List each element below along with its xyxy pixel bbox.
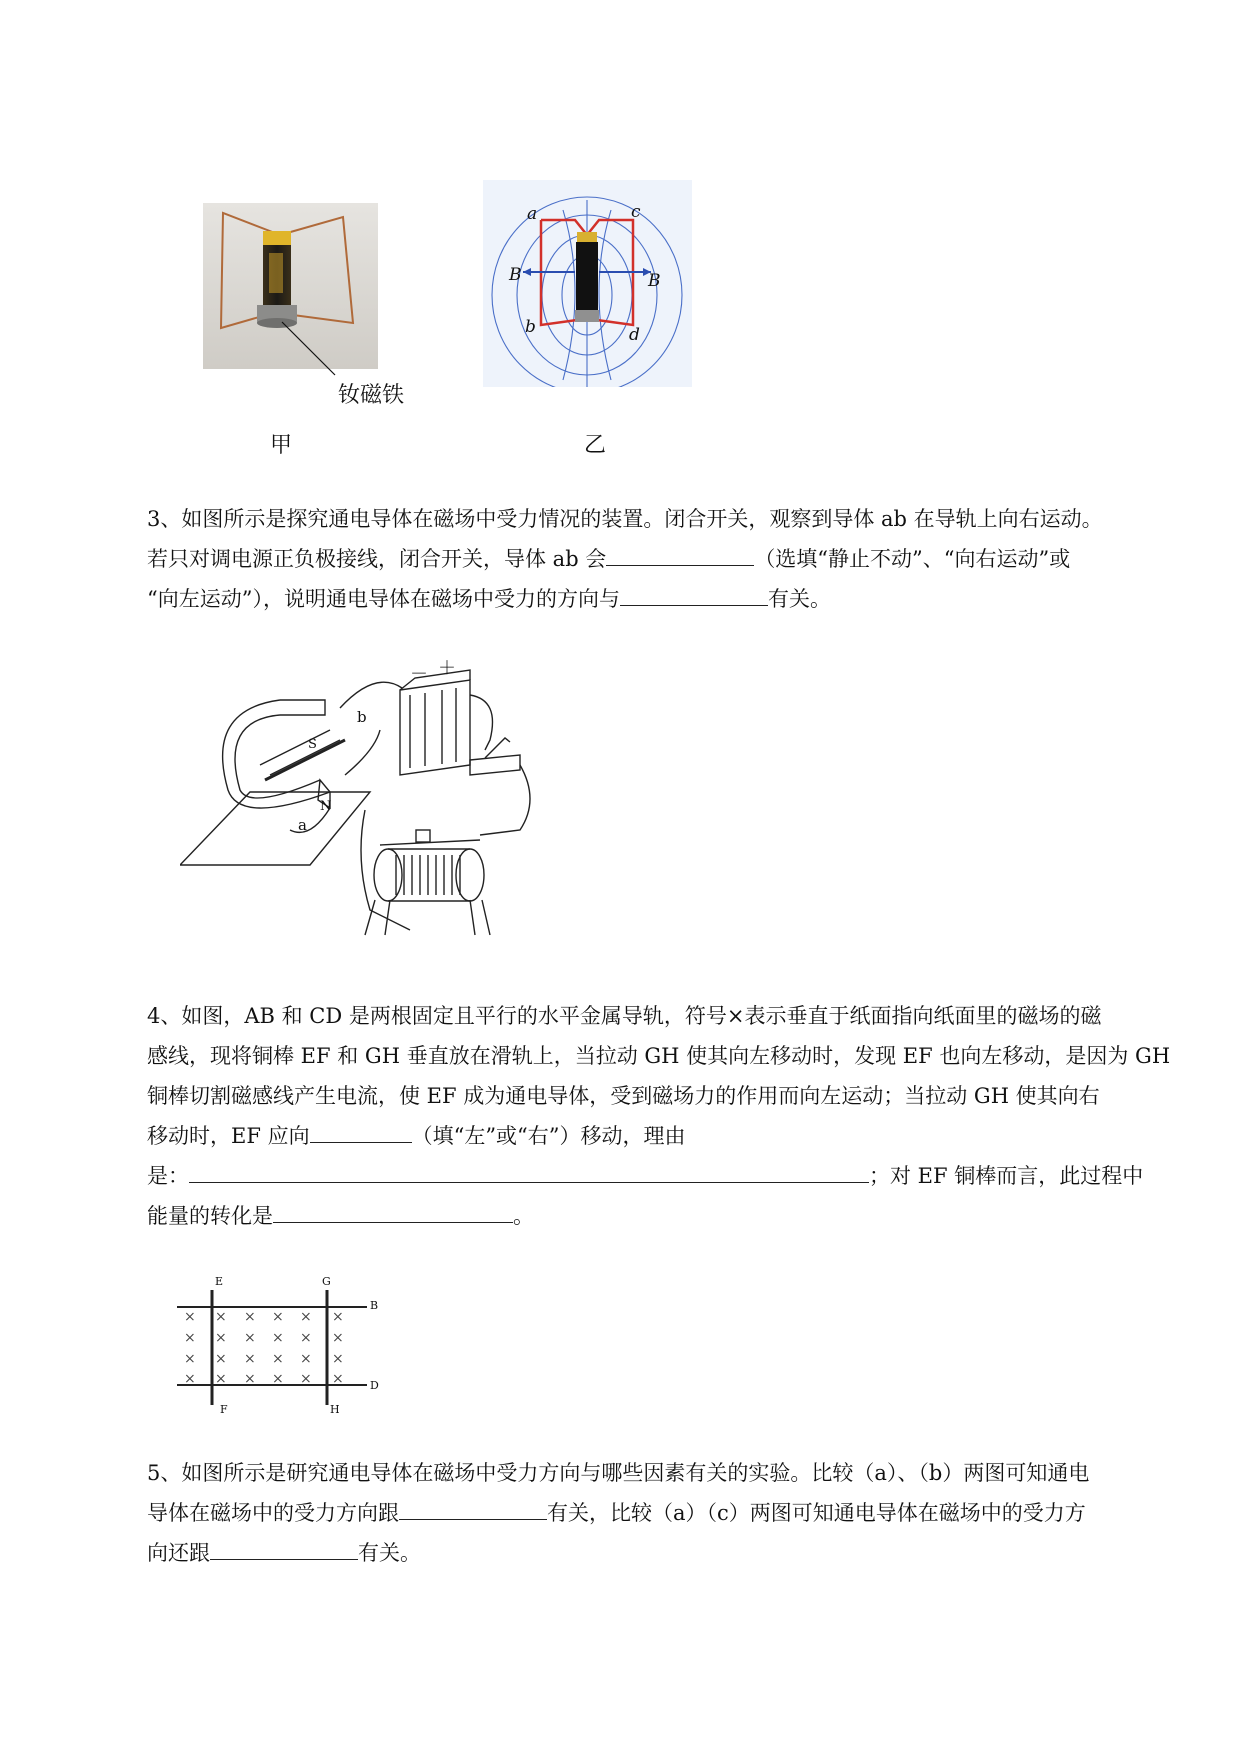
q3-line-2b: （选填“静止不动”、“向右运动”或: [754, 547, 1071, 571]
magnet-pole-N: N: [320, 799, 332, 814]
svg-text:×: ×: [244, 1351, 256, 1367]
rail-label-b: b: [357, 708, 367, 726]
q4-line-3: 铜棒切割磁感线产生电流，使 EF 成为通电导体，受到磁场力的作用而向左运动；当拉动 GH 使其向右: [147, 1084, 1100, 1108]
rod-label-F: F: [220, 1403, 228, 1415]
svg-text:×: ×: [184, 1309, 196, 1325]
label-a: a: [527, 204, 538, 224]
q3-line-2a: 若只对调电源正负极接线，闭合开关，导体 ab 会: [147, 547, 607, 571]
svg-text:×: ×: [215, 1351, 227, 1367]
svg-text:×: ×: [332, 1330, 344, 1346]
svg-text:×: ×: [272, 1371, 284, 1387]
q5-line-1: 5、如图所示是研究通电导体在磁场中受力方向与哪些因素有关的实验。比较（a）、（b）两图可知通电: [147, 1461, 1090, 1485]
magnet-pole-S: S: [308, 737, 317, 752]
q4-line-2: 感线，现将铜棒 EF 和 GH 垂直放在滑轨上，当拉动 GH 使其向左移动时，发现 EF 也向左移动，是因为 GH: [147, 1044, 1171, 1068]
q3-answer-blank-2[interactable]: [620, 583, 768, 606]
q5-answer-blank-1[interactable]: [399, 1497, 547, 1520]
svg-text:×: ×: [272, 1351, 284, 1367]
battery-minus: －: [410, 664, 428, 685]
q3-answer-blank-1[interactable]: [606, 543, 754, 566]
q5-line-3b: 有关。: [358, 1541, 421, 1565]
rod-label-E: E: [215, 1275, 224, 1288]
q4-line-4b: （填“左”或“右”）移动，理由: [411, 1124, 686, 1148]
svg-text:×: ×: [215, 1371, 227, 1387]
magnet-label: 钕磁铁: [338, 383, 405, 408]
label-b: b: [525, 317, 536, 337]
rod-label-G: G: [322, 1275, 331, 1288]
svg-text:×: ×: [300, 1371, 312, 1387]
q5-line-3a: 向还跟: [147, 1541, 210, 1565]
svg-text:×: ×: [244, 1330, 256, 1346]
battery-plus: ＋: [438, 660, 456, 679]
svg-text:×: ×: [244, 1309, 256, 1325]
svg-text:×: ×: [272, 1330, 284, 1346]
rod-label-H: H: [330, 1403, 340, 1415]
q4-line-1: 4、如图，AB 和 CD 是两根固定且平行的水平金属导轨，符号×表示垂直于纸面指向纸面里的磁场的磁: [147, 1004, 1102, 1028]
label-B-right: B: [648, 271, 661, 291]
svg-text:×: ×: [215, 1330, 227, 1346]
q4-answer-blank-1[interactable]: [310, 1120, 412, 1143]
svg-text:×: ×: [215, 1309, 227, 1325]
q4-line-4a: 移动时，EF 应向: [147, 1124, 310, 1148]
rail-label-D: D: [370, 1379, 379, 1392]
question-5: [147, 1453, 1167, 1573]
svg-text:×: ×: [184, 1371, 196, 1387]
q3-line-3a: “向左运动”），说明通电导体在磁场中受力的方向与: [147, 587, 620, 611]
rail-label-B: B: [370, 1299, 379, 1312]
label-c: c: [631, 202, 641, 222]
q5-line-2b: 有关，比较（a）（c）两图可知通电导体在磁场中的受力方: [547, 1501, 1086, 1525]
q4-line-6b: 。: [513, 1204, 534, 1228]
svg-text:×: ×: [332, 1351, 344, 1367]
q3-line-3b: 有关。: [767, 587, 831, 611]
figure-yi-diagram: [483, 180, 692, 387]
svg-text:×: ×: [300, 1351, 312, 1367]
figure-rails: [172, 1265, 382, 1415]
q4-line-6a: 能量的转化是: [147, 1204, 273, 1228]
q4-answer-blank-3[interactable]: [273, 1200, 513, 1223]
svg-text:×: ×: [300, 1330, 312, 1346]
rail-label-a: a: [298, 816, 307, 834]
q4-answer-blank-2[interactable]: [189, 1160, 869, 1183]
q4-line-5a: 是：: [147, 1164, 189, 1188]
label-B-left: B: [509, 265, 522, 285]
svg-text:×: ×: [272, 1309, 284, 1325]
label-d: d: [629, 325, 640, 345]
svg-text:×: ×: [184, 1351, 196, 1367]
svg-text:×: ×: [300, 1309, 312, 1325]
question-3: [147, 499, 1167, 619]
q5-line-2a: 导体在磁场中的受力方向跟: [147, 1501, 399, 1525]
svg-text:×: ×: [332, 1309, 344, 1325]
caption-jia: 甲: [270, 433, 293, 458]
svg-text:×: ×: [244, 1371, 256, 1387]
question-4: [147, 996, 1171, 1236]
svg-text:×: ×: [184, 1330, 196, 1346]
caption-yi: 乙: [584, 433, 607, 458]
q4-line-5b: ；对 EF 铜棒而言，此过程中: [869, 1164, 1144, 1188]
q3-line-1: 3、如图所示是探究通电导体在磁场中受力情况的装置。闭合开关，观察到导体 ab 在导轨上向右运动。: [147, 507, 1103, 531]
svg-text:×: ×: [332, 1371, 344, 1387]
q5-answer-blank-2[interactable]: [210, 1537, 358, 1560]
figure-apparatus: [180, 660, 560, 950]
